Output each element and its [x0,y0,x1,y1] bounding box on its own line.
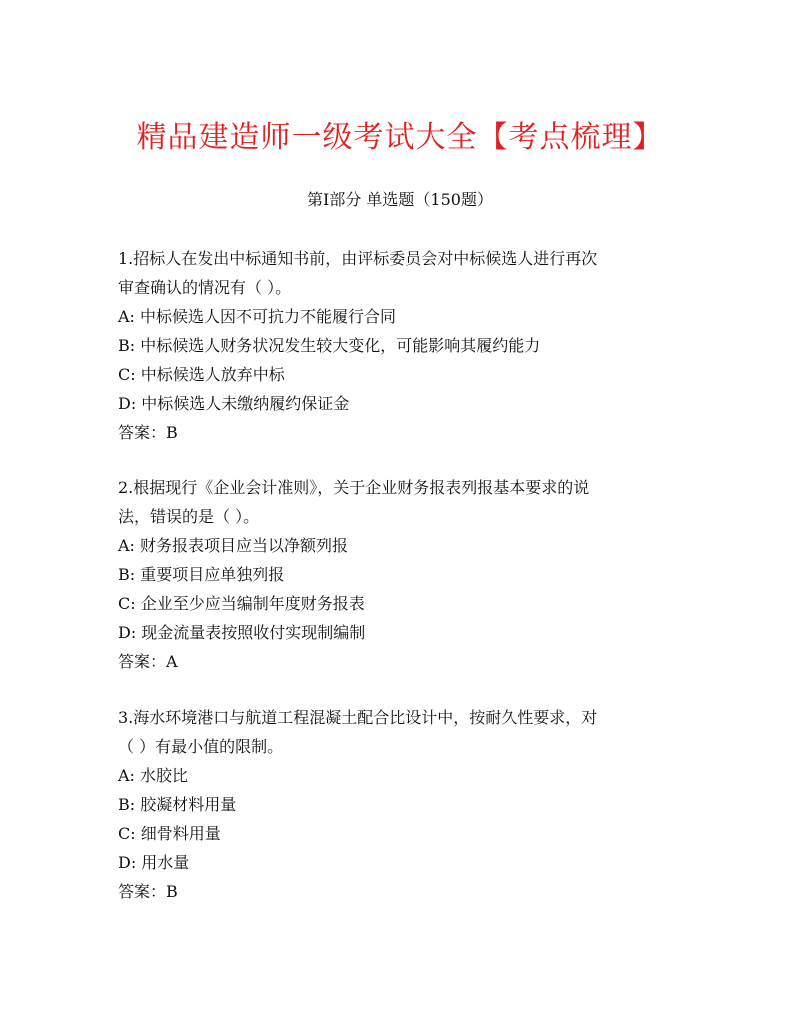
question-stem-line: 1.招标人在发出中标通知书前，由评标委员会对中标候选人进行再次 [118,249,598,268]
option-c: C: 细骨料用量 [118,824,221,843]
answer-line: 答案：B [118,423,178,442]
option-d: D: 用水量 [118,853,190,872]
document-title: 精品建造师一级考试大全【考点梳理】 [136,120,664,155]
option-d: D: 中标候选人未缴纳履约保证金 [118,394,350,413]
option-d: D: 现金流量表按照收付实现制编制 [118,623,366,642]
question-stem-line: 法，错误的是（ ）。 [118,507,260,526]
question-stem-line: （ ）有最小值的限制。 [118,737,284,756]
question-block [118,703,678,906]
option-a: A: 财务报表项目应当以净额列报 [118,536,349,555]
option-b: B: 中标候选人财务状况发生较大变化，可能影响其履约能力 [118,336,541,355]
option-b: B: 重要项目应单独列报 [118,565,285,584]
question-stem-line: 2.根据现行《企业会计准则》，关于企业财务报表列报基本要求的说 [118,478,590,497]
question-stem-line: 审查确认的情况有（ ）。 [118,278,292,297]
option-c: C: 中标候选人放弃中标 [118,365,285,384]
option-a: A: 水胶比 [118,766,189,785]
answer-line: 答案：A [118,652,178,671]
section-heading: 第I部分 单选题（150题） [307,190,493,209]
option-a: A: 中标候选人因不可抗力不能履行合同 [118,307,397,326]
answer-line: 答案：B [118,882,178,901]
option-c: C: 企业至少应当编制年度财务报表 [118,594,365,613]
question-block [118,244,678,447]
question-stem-line: 3.海水环境港口与航道工程混凝土配合比设计中，按耐久性要求，对 [118,708,598,727]
option-b: B: 胶凝材料用量 [118,795,237,814]
question-block [118,473,678,676]
